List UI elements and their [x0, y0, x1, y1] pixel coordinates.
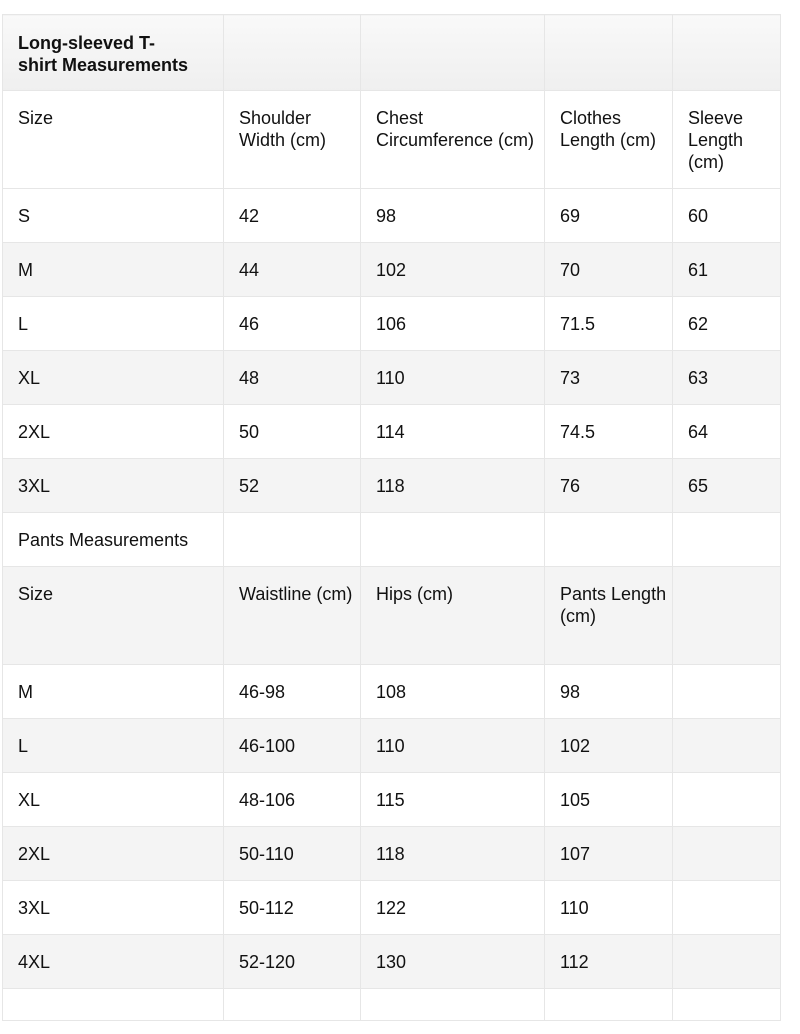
- table-cell: M: [3, 243, 224, 297]
- table-cell: XL: [3, 773, 224, 827]
- shirt-header-row: [3, 91, 781, 189]
- table-cell: 110: [361, 351, 545, 405]
- empty-cell: [545, 989, 673, 1021]
- table-cell: 112: [545, 935, 673, 989]
- table-cell: 107: [545, 827, 673, 881]
- table-cell: 118: [361, 459, 545, 513]
- shirt-title-row: [3, 15, 781, 91]
- table-cell: 63: [673, 351, 781, 405]
- table-row: [3, 297, 781, 351]
- table-cell: 73: [545, 351, 673, 405]
- table-cell: 69: [545, 189, 673, 243]
- table-cell: S: [3, 189, 224, 243]
- table-cell: 62: [673, 297, 781, 351]
- table-cell: 2XL: [3, 827, 224, 881]
- table-cell: 65: [673, 459, 781, 513]
- table-cell: 52: [224, 459, 361, 513]
- empty-row: [3, 989, 781, 1021]
- shirt-header-size: Size: [3, 91, 224, 189]
- table-row: [3, 881, 781, 935]
- size-chart: [2, 14, 780, 1021]
- table-cell: 71.5: [545, 297, 673, 351]
- title-blank-cell: [361, 15, 545, 91]
- shirt-header-sleeve: Sleeve Length (cm): [673, 91, 781, 189]
- table-cell: 70: [545, 243, 673, 297]
- table-cell: 105: [545, 773, 673, 827]
- table-cell: [673, 773, 781, 827]
- table-cell: XL: [3, 351, 224, 405]
- table-cell: 98: [361, 189, 545, 243]
- empty-cell: [673, 989, 781, 1021]
- table-cell: 50-112: [224, 881, 361, 935]
- table-cell: 74.5: [545, 405, 673, 459]
- title-blank-cell: [224, 513, 361, 567]
- table-cell: 2XL: [3, 405, 224, 459]
- title-blank-cell: [673, 15, 781, 91]
- title-blank-cell: [673, 513, 781, 567]
- table-cell: 46-98: [224, 665, 361, 719]
- table-cell: 118: [361, 827, 545, 881]
- table-cell: [673, 881, 781, 935]
- table-cell: 108: [361, 665, 545, 719]
- table-cell: 64: [673, 405, 781, 459]
- table-cell: L: [3, 719, 224, 773]
- table-row: [3, 459, 781, 513]
- table-cell: [673, 827, 781, 881]
- table-cell: 106: [361, 297, 545, 351]
- table-cell: 46-100: [224, 719, 361, 773]
- table-cell: 44: [224, 243, 361, 297]
- table-cell: [673, 665, 781, 719]
- table-cell: 102: [361, 243, 545, 297]
- table-cell: 3XL: [3, 881, 224, 935]
- table-row: [3, 773, 781, 827]
- table-row: [3, 243, 781, 297]
- pants-header-length: Pants Length (cm): [545, 567, 673, 665]
- pants-header-row: [3, 567, 781, 665]
- table-cell: 102: [545, 719, 673, 773]
- shirt-header-chest: Chest Circumference (cm): [361, 91, 545, 189]
- table-cell: 60: [673, 189, 781, 243]
- table-cell: 98: [545, 665, 673, 719]
- table-row: [3, 405, 781, 459]
- table-row: [3, 351, 781, 405]
- empty-cell: [361, 989, 545, 1021]
- table-cell: 50: [224, 405, 361, 459]
- table-row: [3, 189, 781, 243]
- shirt-table-title: Long-sleeved T-shirt Measurements: [3, 15, 224, 91]
- empty-cell: [224, 989, 361, 1021]
- pants-header-size: Size: [3, 567, 224, 665]
- table-row: [3, 665, 781, 719]
- table-cell: 122: [361, 881, 545, 935]
- table-cell: 110: [545, 881, 673, 935]
- empty-cell: [3, 989, 224, 1021]
- shirt-header-length: Clothes Length (cm): [545, 91, 673, 189]
- table-cell: 4XL: [3, 935, 224, 989]
- pants-header-blank: [673, 567, 781, 665]
- table-cell: 46: [224, 297, 361, 351]
- pants-table-title: Pants Measurements: [3, 513, 224, 567]
- table-cell: 52-120: [224, 935, 361, 989]
- table-cell: 130: [361, 935, 545, 989]
- table-cell: [673, 719, 781, 773]
- table-row: [3, 827, 781, 881]
- table-cell: 50-110: [224, 827, 361, 881]
- table-cell: 76: [545, 459, 673, 513]
- pants-header-hips: Hips (cm): [361, 567, 545, 665]
- title-blank-cell: [224, 15, 361, 91]
- table-cell: 110: [361, 719, 545, 773]
- pants-title-row: [3, 513, 781, 567]
- title-blank-cell: [545, 513, 673, 567]
- table-cell: 42: [224, 189, 361, 243]
- table-cell: 3XL: [3, 459, 224, 513]
- title-blank-cell: [545, 15, 673, 91]
- table-cell: 114: [361, 405, 545, 459]
- table-cell: 115: [361, 773, 545, 827]
- table-row: [3, 719, 781, 773]
- table-cell: L: [3, 297, 224, 351]
- table-cell: [673, 935, 781, 989]
- title-blank-cell: [361, 513, 545, 567]
- shirt-header-shoulder: Shoulder Width (cm): [224, 91, 361, 189]
- table-cell: 48: [224, 351, 361, 405]
- pants-header-waistline: Waistline (cm): [224, 567, 361, 665]
- table-cell: M: [3, 665, 224, 719]
- size-chart-table: [2, 14, 781, 1021]
- table-cell: 61: [673, 243, 781, 297]
- table-row: [3, 935, 781, 989]
- table-cell: 48-106: [224, 773, 361, 827]
